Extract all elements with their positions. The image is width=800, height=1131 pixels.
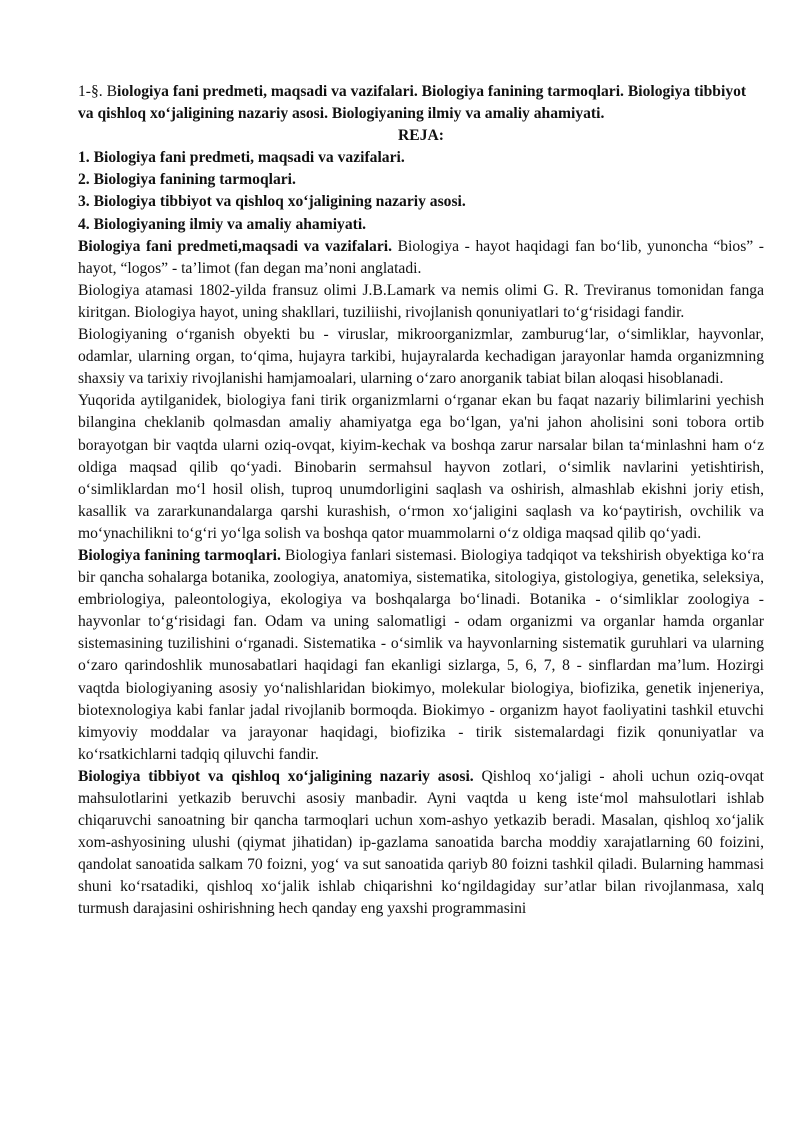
paragraph (78, 390, 764, 545)
paragraph (78, 545, 764, 766)
plan-item: 2. Biologiya fanining tarmoqlari. (78, 171, 296, 189)
paragraph-text: Biologiya atamasi 1802-yilda fransuz olimi J.B.Lamark va nemis olimi G. R. Treviranus tomonidan fanga kiritgan. Biologiya hayot, uning shakllari, tuziliishi, rivojlanish qonuniyatlari to‘g‘risidagi fandir. (78, 281, 764, 321)
paragraph (78, 324, 764, 390)
paragraph (78, 766, 764, 921)
section-title: iologiya fani predmeti, maqsadi va vazifalari. Biologiya fanining tarmoqlari. Biologiya tibbiyot va qishloq xo‘jaligining nazariy asosi. Biologiyaning ilmiy va amaliy ahamiyati. (78, 83, 747, 123)
paragraph-text: Biologiya fanlari sistemasi. Biologiya tadqiqot va tekshirish obyektiga ko‘ra bir qancha sohalarga botanika, zoologiya, anatomiya, sistematika, sitologiya, gistologiya, genetika, seleksiya, embriologiya, paleontologiya, ekologiya va boshqalarga bo‘linadi. Botanika - o‘simliklar zoologiya - hayvonlar to‘g‘risidagi fan. Odam va uning salomatligi - odam organizmi va organlar hamda organlar sistemasining tuzilishini o‘rganadi. Sistematika - o‘simlik va hayvonlarning sistematik guruhlari va ularning o‘zaro qarindoshlik munosabatlari haqidagi fan ekanligi sizlarga, 5, 6, 7, 8 - sinflardan ma’lum. Hozirgi vaqtda biologiyaning asosiy yo‘nalishlaridan biokimyo, molekular biologiya, biofizika, genetik injeneriya, biotexnologiya kabi fanlar jadal rivojlanib bormoqda. Biokimyo - organizm hayot faoliyatini tashkil etuvchi kimyoviy moddalar va jarayonar haqidagi, biofizika - tirik sistemalardagi fizik qonuniyatlar va ko‘rsatkichlarni tadqiq qiluvchi fandir. (78, 546, 764, 763)
plan-item: 1. Biologiya fani predmeti, maqsadi va vazifalari. (78, 149, 405, 167)
plan-item: 3. Biologiya tibbiyot va qishloq xo‘jaligining nazariy asosi. (78, 193, 466, 211)
paragraph-text: Qishloq xo‘jaligi - aholi uchun oziq-ovqat mahsulotlarini yetkazib beruvchi asosiy manbadir. Ayni vaqtda u keng iste‘mol mahsulotlari ishlab chiqaruvchi sanoatning bir qancha tarmoqlari uchun xom-ashyo yetkazib beradi. Masalan, qishloq xo‘jalik xom-ashyosining ulushi (qiymat jihatidan) ip-gazlama sanoatida barcha moddiy xarajatlarning 60 foizini, qandolat sanoatida salkam 70 foizni, yog‘ va sut sanoatida qariyb 80 foizni tashkil qiladi. Bularning hammasi shuni ko‘rsatadiki, qishloq xo‘jalik ishlab chiqarishni ko‘ngildagiday sur’atlar bilan rivojlanmasa, xalq turmush darajasini oshirishning hech qanday eng yaxshi programmasini (78, 767, 764, 918)
paragraph-lead: Biologiya tibbiyot va qishloq xo‘jaligining nazariy asosi. (78, 767, 474, 785)
plan-item: 4. Biologiyaning ilmiy va amaliy ahamiyati. (78, 215, 367, 233)
paragraph-text: Yuqorida aytilganidek, biologiya fani tirik organizmlarni o‘rganar ekan bu faqat nazariy bilimlarini yechish bilangina cheklanib qolmasdan amaliy ahamiyatga ega bo‘lgan, ya'ni jahon aholisini soni tobora ortib borayotgan bir vaqtda ularni oziq-ovqat, kiyim-kechak va boshqa zarur narsalar bilan ta‘minlashni ham o‘z oldiga maqsad qilib qo‘yadi. Binobarin sermahsul hayvon zotlari, o‘simlik navlarini yetishtirish, o‘simliklardan mo‘l hosil olish, tuproq unumdorligini saqlash va oshirish, almashlab ekishni joriy etish, kasallik va zararkunandalarga qarshi kurashish, o‘rmon xo‘jaligini saqlash va ko‘paytirish, ovchilik va mo‘ynachilikni to‘g‘ri yo‘lga solish va boshqa qator muammolarni o‘z oldiga maqsad qilib qo‘yadi. (78, 392, 764, 542)
paragraph-lead: Biologiya fani predmeti,maqsadi va vazifalari. (78, 237, 392, 255)
paragraph-text: Biologiya - hayot haqidagi fan bo‘lib, yunoncha “bios” - hayot, “logos” - ta’limot (fan degan ma’noni anglatadi. (78, 237, 764, 277)
paragraph (78, 236, 764, 280)
paragraph-lead: Biologiya fanining tarmoqlari. (78, 546, 281, 564)
paragraph-text: Biologiyaning o‘rganish obyekti bu - viruslar, mikroorganizmlar, zamburug‘lar, o‘simliklar, hayvonlar, odamlar, ularning organ, to‘qima, hujayra tarkibi, hujayralarda kechadigan jarayonlar hamda organizmning shaxsiy va tarixiy rivojlanishi hamjamoalari, ularning o‘zaro anorganik tabiat bilan aloqasi hisoblanadi. (78, 326, 764, 388)
paragraph (78, 280, 764, 324)
section-heading (78, 81, 764, 125)
plan-title: REJA: (398, 127, 444, 145)
section-number: 1-§. B (78, 83, 117, 100)
